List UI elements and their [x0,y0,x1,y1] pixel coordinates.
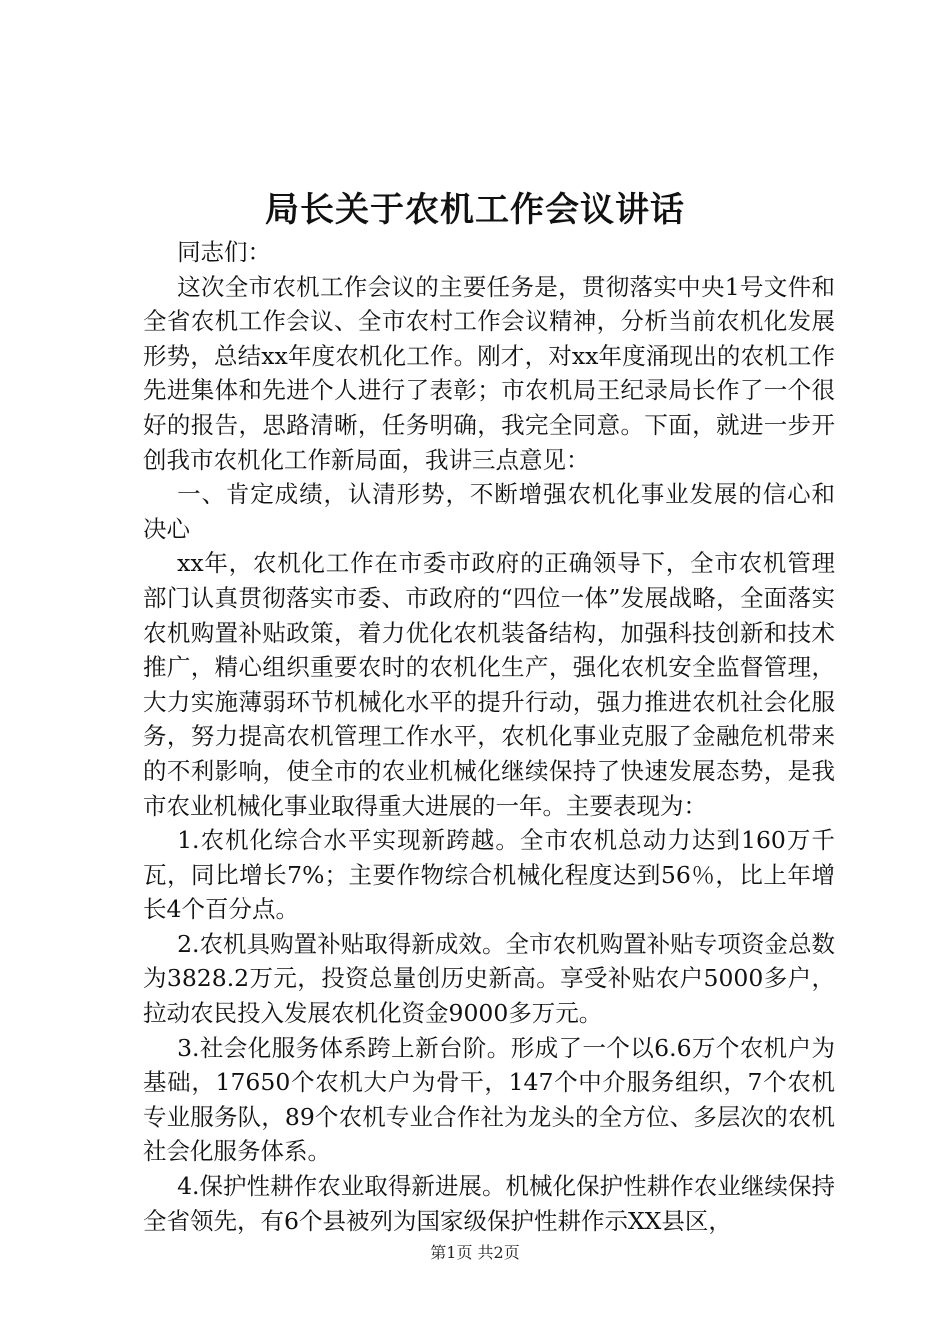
list-item: 2.农机具购置补贴取得新成效。全市农机购置补贴专项资金总数为3828.2万元，投资总量创历史新高。享受补贴农户5000多户，拉动农民投入发展农机化资金9000多万元。 [143,929,835,1028]
section-heading: 一、肯定成绩，认清形势，不断增强农机化事业发展的信心和决心 [143,480,835,543]
paragraph-achievements: xx年，农机化工作在市委市政府的正确领导下，全市农机管理部门认真贯彻落实市委、市政府的“四位一体”发展战略，全面落实农机购置补贴政策，着力优化农机装备结构，加强科技创新和技术推广，精心组织重要农时的农机化生产，强化农机安全监督管理，大力实施薄弱环节机械化水平的提升行动，强力推进农机社会化服务，努力提高农机管理工作水平，农机化事业克服了金融危机带来的不利影响，使全市的农业机械化继续保持了快速发展态势，是我市农业机械化事业取得重大进展的一年。主要表现为： [143,549,835,820]
list-item: 3.社会化服务体系跨上新台阶。形成了一个以6.6万个农机户为基础，17650个农机大户为骨干，147个中介服务组织，7个农机专业服务队，89个农机专业合作社为龙头的全方位、多层次的农机社会化服务体系。 [143,1033,835,1166]
document-body [143,235,835,1238]
list-item: 4.保护性耕作农业取得新进展。机械化保护性耕作农业继续保持全省领先，有6个县被列为国家级保护性耕作示XX县区， [143,1172,835,1235]
paragraph-intro: 这次全市农机工作会议的主要任务是，贯彻落实中央1号文件和全省农机工作会议、全市农村工作会议精神，分析当前农机化发展形势，总结xx年度农机化工作。刚才，对xx年度涌现出的农机工作先进集体和先进个人进行了表彰；市农机局王纪录局长作了一个很好的报告，思路清晰，任务明确，我完全同意。下面，就进一步开创我市农机化工作新局面，我讲三点意见： [143,272,835,474]
list-item: 1.农机化综合水平实现新跨越。全市农机总动力达到160万千瓦，同比增长7%；主要作物综合机械化程度达到56％，比上年增长4个百分点。 [143,826,835,924]
page-footer: 第1页 共2页 [430,1243,520,1262]
document-title: 局长关于农机工作会议讲话 [265,190,685,230]
salutation: 同志们： [177,238,272,266]
